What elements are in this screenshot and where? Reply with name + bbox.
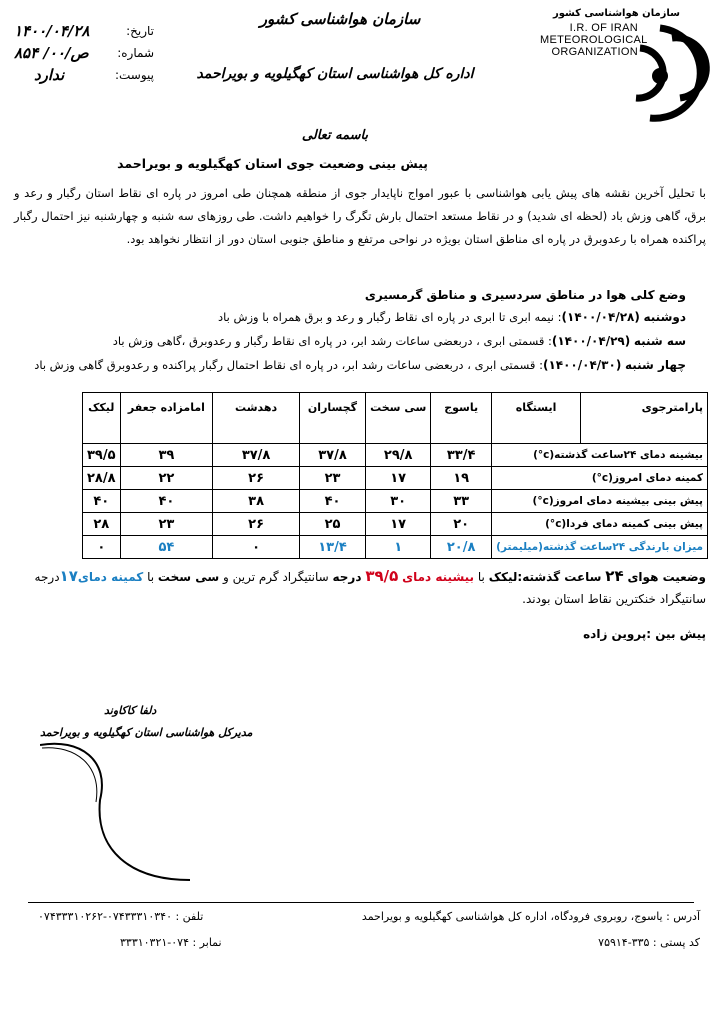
summary-text: درجه سانتیگراد خنکترین نقاط استان بودند. (34, 570, 706, 606)
forecaster-name: پیش بین :پروین زاده (583, 627, 706, 641)
cell: ۲۰/۸ (431, 536, 492, 559)
day-name: دوشنبه (643, 310, 686, 324)
summary-text: وضعیت هوای (627, 570, 706, 584)
table-row-rainfall (83, 536, 708, 559)
organization-logo (540, 8, 715, 128)
row-param: کمینه دمای امروز(c°) (492, 467, 708, 490)
report-title: پیش بینی وضعیت جوی استان کهگیلویه و بویراحمد (117, 156, 428, 171)
summary-text: با (477, 570, 485, 584)
cell: ۳۳ (431, 490, 492, 513)
day-date: (۱۴۰۰/۰۴/۲۸) (561, 310, 640, 324)
section-title: وضع کلی هوا در مناطق سردسیری و مناطق گرمسیری (364, 288, 686, 302)
report-intro: با تحلیل آخرین نقشه های پیش یابی هواشناسی با عبور امواج ناپایدار جوی از منطقه همچنان طی امروز در پاره ای نقاط استان رگبار و رعد و برق، گاهی وزش باد (لحظه ای شدید) و در نقاط مستعد احتمال بارش تگرگ را خواهیم داشت. طی روزهای سه شنبه و چهارشنبه نیز احتمال رگبار پراکنده همراه با رعدوبرق در پاره ای مناطق استان بویژه در نواحی مرتفع و مناطق جنوبی استان دور از انتظار نخواهد بود. (14, 186, 706, 246)
col-header-yasuj: یاسوج (431, 393, 492, 444)
cell: ۳۳/۴ (431, 444, 492, 467)
coldest-station: سی سخت (157, 570, 220, 584)
row-param: پیش بینی بیشینه دمای امروز(c°) (492, 490, 708, 513)
summary-hours: ۲۴ (605, 567, 624, 585)
day-date: (۱۴۰۰/۰۴/۳۰) (542, 358, 622, 372)
cell: ۴۰ (83, 490, 121, 513)
footer-phone: تلفن : ۰۷۴۳۳۳۱۰۳۴۰-۰۷۴۳۳۳۱۰۲۶۲ (38, 910, 204, 923)
row-param: میزان بارندگی ۲۴ساعت گذشته(میلیمتر) (492, 536, 708, 559)
min-temp-label: کمینه دمای (77, 570, 144, 584)
row-param: بیشینه دمای ۲۴ساعت گذشته(c°) (492, 444, 708, 467)
number-value: ۸۵۴ /۰۰/ص (14, 44, 89, 62)
cell: ۲۵ (299, 513, 365, 536)
summary-text: ساعت گذشته:لیکک (488, 570, 602, 584)
cell: ۴۰ (299, 490, 365, 513)
cell: ۲۰ (431, 513, 492, 536)
date-value: ۱۴۰۰/۰۴/۲۸ (14, 22, 90, 40)
cell: ۱۷ (366, 467, 431, 490)
cell: ۱۳/۴ (299, 536, 365, 559)
cell: ۲۹/۸ (366, 444, 431, 467)
cell: ۳۸ (213, 490, 300, 513)
cell: ۴۰ (120, 490, 213, 513)
number-label: شماره: (117, 46, 154, 60)
summary-paragraph (16, 565, 706, 610)
cell: ۱ (366, 536, 431, 559)
cell: ۳۹ (120, 444, 213, 467)
cell: ۲۶ (213, 467, 300, 490)
cell: ۰ (213, 536, 300, 559)
basmala: باسمه تعالی (301, 128, 369, 143)
cell: ۵۴ (120, 536, 213, 559)
col-header-station: ایستگاه (492, 393, 581, 444)
day-text: قسمتی ابری ، دربعضی ساعات رشد ابر، در پاره ای نقاط احتمال رگبار پراکنده و رعدوبرق گاهی وزش باد (34, 358, 536, 372)
max-temp-label: بیشینه دمای (402, 570, 475, 584)
cell: ۲۳ (299, 467, 365, 490)
cell: ۳۹/۵ (83, 444, 121, 467)
logo-english-text: I.R. OF IRAN METEOROLOGICAL ORGANIZATION (540, 22, 648, 58)
department-title: اداره کل هواشناسی استان کهگیلویه و بویراحمد (196, 66, 474, 82)
cell: ۳۷/۸ (299, 444, 365, 467)
date-label: تاریخ: (126, 24, 154, 38)
signature-name: دلفا کاکاوند (104, 704, 157, 717)
table-header-row (83, 393, 708, 444)
day-text: قسمتی ابری ، دربعضی ساعات رشد ابر، در پاره ای نقاط رگبار و رعدوبرق ،گاهی وزش باد (112, 334, 545, 348)
weather-table (82, 392, 708, 559)
footer-fax: نمابر : ۰۷۴-۳۳۳۱۰۳۲۱ (120, 936, 222, 949)
min-temp-value: ۱۷ (59, 567, 78, 585)
max-temp-value: ۳۹/۵ (365, 567, 399, 585)
day-date: (۱۴۰۰/۰۴/۲۹) (551, 334, 631, 348)
cell: ۲۲ (120, 467, 213, 490)
day-name: چهار شنبه (624, 358, 686, 372)
cell: ۲۶ (213, 513, 300, 536)
forecast-day-1: دوشنبه (۱۴۰۰/۰۴/۲۸): نیمه ابری تا ابری در پاره ای نقاط رگبار و رعد و برق همراه با وزش باد (217, 310, 686, 324)
col-header-sisakht: سی سخت (366, 393, 431, 444)
organization-title: سازمان هواشناسی کشور (259, 10, 421, 28)
cell: ۱۹ (431, 467, 492, 490)
summary-text: با (147, 570, 155, 584)
footer-divider (28, 902, 694, 903)
cell: ۳۰ (366, 490, 431, 513)
forecast-day-3: چهار شنبه (۱۴۰۰/۰۴/۳۰): قسمتی ابری ، دربعضی ساعات رشد ابر، در پاره ای نقاط احتمال رگبار پراکنده و رعدوبرق گاهی وزش باد (34, 358, 686, 372)
attachment-label: پیوست: (114, 68, 154, 82)
table-row (83, 444, 708, 467)
col-header-param: پارامترجوی (581, 393, 708, 444)
cell: ۲۸ (83, 513, 121, 536)
table-row (83, 490, 708, 513)
col-header-dehdasht: دهدشت (213, 393, 300, 444)
footer-address: آدرس : یاسوج، روبروی فرودگاه، اداره کل هواشناسی کهگیلویه و بویراحمد (361, 910, 700, 923)
letter-meta (14, 22, 214, 88)
signature-stroke-icon (40, 740, 220, 890)
summary-text: سانتیگراد گرم ترین و (223, 570, 329, 584)
logo-persian-text: سازمان هواشناسی کشور (552, 8, 680, 19)
cell: ۱۷ (366, 513, 431, 536)
table-row (83, 467, 708, 490)
summary-text: درجه (332, 570, 362, 584)
attachment-value: ندارد (34, 66, 65, 84)
cell: ۳۷/۸ (213, 444, 300, 467)
cell: ۰ (83, 536, 121, 559)
row-param: پیش بینی کمینه دمای فردا(c°) (492, 513, 708, 536)
signature-role: مدیرکل هواشناسی استان کهگیلویه و بویراحمد (40, 726, 253, 739)
footer-postal-code: کد پستی : ۳۳۵-۷۵۹۱۴ (598, 936, 700, 949)
col-header-gachsaran: گچساران (299, 393, 365, 444)
col-header-emamzadeh-jafar: امامزاده جعفر (120, 393, 213, 444)
date-row (14, 22, 214, 44)
day-name: سه شنبه (633, 334, 686, 348)
number-row (14, 44, 214, 66)
cell: ۲۳ (120, 513, 213, 536)
cell: ۲۸/۸ (83, 467, 121, 490)
col-header-likak: لیکک (83, 393, 121, 444)
table-row (83, 513, 708, 536)
attachment-row (14, 66, 214, 88)
forecast-day-2: سه شنبه (۱۴۰۰/۰۴/۲۹): قسمتی ابری ، دربعضی ساعات رشد ابر، در پاره ای نقاط رگبار و رعدوبرق ،گاهی وزش باد (112, 334, 686, 348)
day-text: نیمه ابری تا ابری در پاره ای نقاط رگبار و رعد و برق همراه با وزش باد (217, 310, 554, 324)
